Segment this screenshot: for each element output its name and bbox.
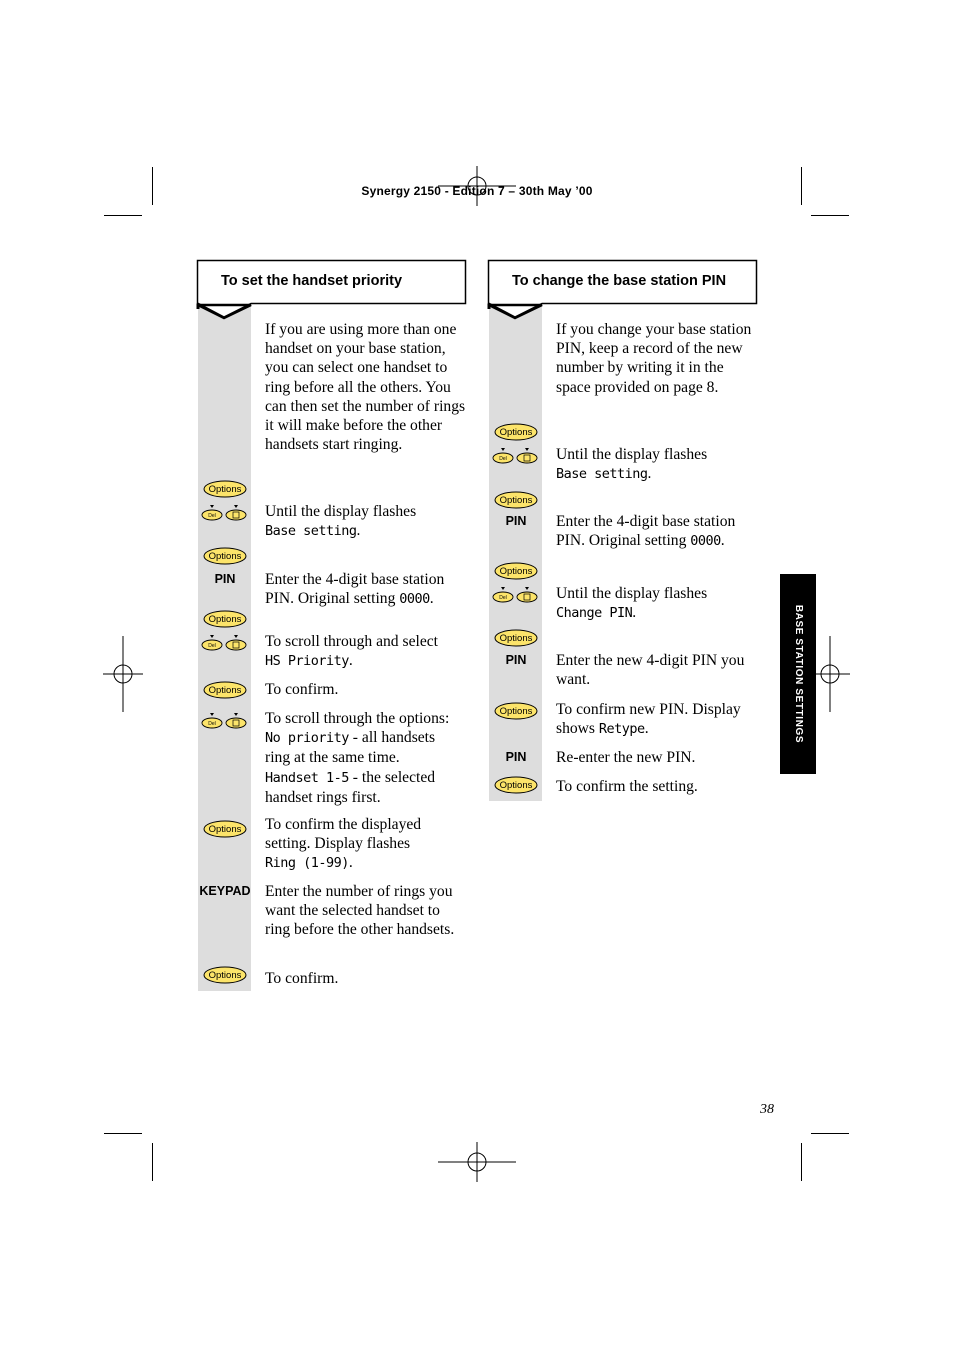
left-step-enter-rings: Enter the number of rings you want the selected handset to ring before the other handsets. bbox=[265, 883, 455, 939]
options-key-label: Options bbox=[208, 484, 242, 495]
left-step-text: - the selected bbox=[348, 768, 436, 786]
del-key-label: Del bbox=[499, 595, 507, 601]
right-step-text: Enter the 4-digit base station bbox=[556, 513, 736, 530]
crop-mark bbox=[152, 1143, 153, 1181]
left-intro: If you are using more than one handset on your base station, you can select one handset to ring before all the others. You can then set the number of rings it will make before the other handsets start ringing. bbox=[265, 321, 466, 454]
left-step-text: To scroll through and select bbox=[265, 633, 438, 650]
registration-mark-bottom bbox=[438, 1142, 516, 1182]
pin-key-label[interactable]: PIN bbox=[505, 750, 527, 764]
options-key-icon[interactable] bbox=[494, 629, 538, 647]
side-tab-label: BASE STATION SETTINGS bbox=[793, 604, 804, 744]
pin-key-label[interactable]: PIN bbox=[505, 653, 527, 667]
left-step-enter-pin: Enter the 4-digit base station PIN. Original setting 0000. bbox=[265, 571, 445, 608]
left-step-text: handset rings first. bbox=[265, 788, 381, 806]
lcd-text: HS Priority bbox=[265, 653, 349, 670]
options-key-label: Options bbox=[208, 551, 242, 562]
left-title-box bbox=[196, 259, 467, 321]
pin-key-label[interactable]: PIN bbox=[505, 514, 527, 528]
options-key-icon[interactable] bbox=[494, 491, 538, 509]
left-step-text: To scroll through the options: bbox=[265, 710, 450, 727]
registration-mark-left bbox=[103, 636, 143, 712]
right-step-enter-new-pin: Enter the new 4-digit PIN you want. bbox=[556, 652, 745, 689]
lcd-text: 0000 bbox=[690, 533, 721, 550]
options-key-label: Options bbox=[499, 566, 533, 577]
right-step-enter-pin: Enter the 4-digit base station PIN. Original setting 0000. bbox=[556, 513, 736, 550]
options-key-icon[interactable] bbox=[494, 776, 538, 794]
del-key-label: Del bbox=[208, 643, 216, 649]
options-key-icon[interactable] bbox=[203, 610, 247, 628]
right-step-text: shows bbox=[556, 720, 595, 738]
keypad-key-label[interactable]: KEYPAD bbox=[199, 884, 251, 898]
left-step-display-base-setting: Until the display flashes Base setting. bbox=[265, 503, 417, 540]
options-key-label: Options bbox=[499, 706, 533, 717]
options-key-label: Options bbox=[208, 614, 242, 625]
options-key-icon[interactable] bbox=[203, 480, 247, 498]
registration-mark-right bbox=[810, 636, 850, 712]
options-key-label: Options bbox=[499, 633, 533, 644]
lcd-text: Change PIN bbox=[556, 605, 633, 622]
options-key-icon[interactable] bbox=[494, 702, 538, 720]
options-key-icon[interactable] bbox=[203, 966, 247, 984]
options-key-label: Options bbox=[208, 824, 242, 835]
del-key-label: Del bbox=[208, 721, 216, 727]
pin-key-label[interactable]: PIN bbox=[214, 572, 236, 586]
left-step-text: - all handsets bbox=[348, 729, 436, 747]
crop-mark bbox=[811, 1133, 849, 1134]
left-step-final-confirm: To confirm. bbox=[265, 970, 339, 987]
right-step-text: Until the display flashes bbox=[556, 446, 708, 463]
right-step-display-base-setting: Until the display flashes Base setting. bbox=[556, 446, 708, 483]
del-key-label: Del bbox=[499, 456, 507, 462]
right-step-text: PIN. Original setting bbox=[556, 532, 687, 550]
page-number: 38 bbox=[760, 1102, 774, 1117]
left-step-confirm: To confirm. bbox=[265, 681, 339, 698]
lcd-text: No priority bbox=[265, 730, 349, 747]
left-step-scroll-options bbox=[265, 709, 475, 807]
left-step-text: Until the display flashes bbox=[265, 503, 417, 520]
left-step-text: setting. Display flashes bbox=[265, 835, 411, 853]
left-step-text: To confirm the displayed bbox=[265, 816, 422, 833]
lcd-text: Ring (1-99) bbox=[265, 855, 349, 872]
lcd-text: Handset 1-5 bbox=[265, 769, 349, 786]
right-step-text: To confirm new PIN. Display bbox=[556, 701, 741, 718]
navigation-keys-icon[interactable] bbox=[200, 711, 248, 731]
section-side-tab bbox=[780, 574, 816, 774]
left-step-text: ring at the same time. bbox=[265, 749, 400, 767]
crop-mark bbox=[104, 215, 142, 216]
lcd-text: 0000 bbox=[399, 591, 430, 608]
options-key-icon[interactable] bbox=[203, 547, 247, 565]
right-title-box bbox=[487, 259, 758, 321]
lcd-text: Base setting bbox=[556, 466, 648, 483]
crop-mark bbox=[811, 215, 849, 216]
options-key-label: Options bbox=[208, 685, 242, 696]
left-step-confirm-displayed: To confirm the displayed setting. Display flashes Ring (1-99). bbox=[265, 816, 422, 872]
options-key-icon[interactable] bbox=[494, 423, 538, 441]
options-key-label: Options bbox=[499, 780, 533, 791]
left-section-title: To set the handset priority bbox=[221, 273, 403, 289]
right-key-strip bbox=[489, 300, 542, 801]
right-intro: If you change your base station PIN, keep a record of the new number by writing it in the space provided on page 8. bbox=[556, 321, 752, 396]
navigation-keys-icon[interactable] bbox=[491, 446, 539, 466]
right-step-display-change-pin: Until the display flashes Change PIN. bbox=[556, 585, 708, 622]
options-key-icon[interactable] bbox=[203, 681, 247, 699]
del-key-label: Del bbox=[208, 513, 216, 519]
left-step-text: Enter the 4-digit base station bbox=[265, 571, 445, 588]
right-step-confirm-setting: To confirm the setting. bbox=[556, 778, 698, 795]
options-key-label: Options bbox=[499, 427, 533, 438]
navigation-keys-icon[interactable] bbox=[200, 633, 248, 653]
options-key-icon[interactable] bbox=[494, 562, 538, 580]
right-step-confirm-new-pin: To confirm new PIN. Display shows Retype. bbox=[556, 701, 741, 738]
crop-mark bbox=[104, 1133, 142, 1134]
right-step-text: Until the display flashes bbox=[556, 585, 708, 602]
left-step-text: PIN. Original setting bbox=[265, 590, 396, 608]
crop-mark bbox=[801, 1143, 802, 1181]
navigation-keys-icon[interactable] bbox=[491, 585, 539, 605]
lcd-text: Base setting bbox=[265, 523, 357, 540]
right-section-title: To change the base station PIN bbox=[512, 273, 727, 289]
options-key-label: Options bbox=[208, 970, 242, 981]
options-key-label: Options bbox=[499, 495, 533, 506]
options-key-icon[interactable] bbox=[203, 820, 247, 838]
document-header: Synergy 2150 - Edition 7 – 30th May ’00 bbox=[361, 184, 593, 198]
right-step-reenter-pin: Re-enter the new PIN. bbox=[556, 749, 696, 766]
left-step-scroll-select: To scroll through and select HS Priority. bbox=[265, 633, 438, 670]
lcd-text: Retype bbox=[598, 721, 645, 738]
navigation-keys-icon[interactable] bbox=[200, 503, 248, 523]
